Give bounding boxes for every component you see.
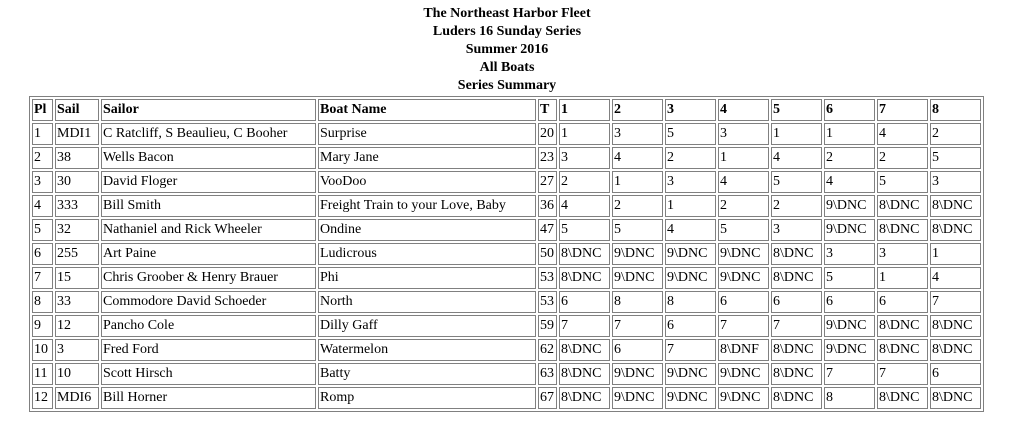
cell-race-4: 6 bbox=[718, 291, 769, 313]
col-header-race-1: 1 bbox=[559, 99, 610, 121]
cell-race-2: 6 bbox=[612, 339, 663, 361]
cell-race-3: 5 bbox=[665, 123, 716, 145]
cell-race-4: 8\DNF bbox=[718, 339, 769, 361]
cell-race-1: 8\DNC bbox=[559, 267, 610, 289]
cell-race-2: 9\DNC bbox=[612, 243, 663, 265]
cell-total: 50 bbox=[538, 243, 557, 265]
cell-race-5: 8\DNC bbox=[771, 387, 822, 409]
cell-place: 7 bbox=[32, 267, 53, 289]
cell-boat-name: Freight Train to your Love, Baby bbox=[318, 195, 536, 217]
cell-race-5: 8\DNC bbox=[771, 363, 822, 385]
cell-race-5: 3 bbox=[771, 219, 822, 241]
cell-boat-name: Surprise bbox=[318, 123, 536, 145]
cell-race-1: 5 bbox=[559, 219, 610, 241]
table-row bbox=[32, 339, 981, 361]
cell-race-4: 3 bbox=[718, 123, 769, 145]
cell-race-4: 9\DNC bbox=[718, 243, 769, 265]
cell-race-3: 7 bbox=[665, 339, 716, 361]
table-row bbox=[32, 363, 981, 385]
cell-sail: 3 bbox=[55, 339, 99, 361]
cell-race-3: 9\DNC bbox=[665, 267, 716, 289]
cell-total: 53 bbox=[538, 267, 557, 289]
cell-race-2: 2 bbox=[612, 195, 663, 217]
cell-race-5: 6 bbox=[771, 291, 822, 313]
cell-total: 20 bbox=[538, 123, 557, 145]
table-row bbox=[32, 387, 981, 409]
cell-race-4: 9\DNC bbox=[718, 363, 769, 385]
cell-race-8: 1 bbox=[930, 243, 981, 265]
cell-race-7: 8\DNC bbox=[877, 219, 928, 241]
cell-place: 11 bbox=[32, 363, 53, 385]
cell-race-8: 3 bbox=[930, 171, 981, 193]
cell-total: 59 bbox=[538, 315, 557, 337]
cell-race-6: 8 bbox=[824, 387, 875, 409]
cell-race-5: 8\DNC bbox=[771, 243, 822, 265]
cell-race-4: 4 bbox=[718, 171, 769, 193]
cell-race-1: 8\DNC bbox=[559, 339, 610, 361]
cell-sail: 32 bbox=[55, 219, 99, 241]
cell-race-3: 9\DNC bbox=[665, 363, 716, 385]
cell-sail: MDI1 bbox=[55, 123, 99, 145]
results-body bbox=[32, 123, 981, 409]
cell-race-7: 8\DNC bbox=[877, 195, 928, 217]
cell-sailor: Bill Smith bbox=[101, 195, 316, 217]
cell-sail: 15 bbox=[55, 267, 99, 289]
cell-race-7: 1 bbox=[877, 267, 928, 289]
season-title: Summer 2016 bbox=[465, 42, 549, 57]
cell-race-5: 8\DNC bbox=[771, 339, 822, 361]
table-row bbox=[32, 291, 981, 313]
cell-race-1: 7 bbox=[559, 315, 610, 337]
cell-race-1: 2 bbox=[559, 171, 610, 193]
cell-sailor: Wells Bacon bbox=[101, 147, 316, 169]
cell-race-8: 5 bbox=[930, 147, 981, 169]
cell-total: 53 bbox=[538, 291, 557, 313]
cell-race-4: 7 bbox=[718, 315, 769, 337]
cell-race-5: 7 bbox=[771, 315, 822, 337]
cell-race-4: 9\DNC bbox=[718, 267, 769, 289]
cell-race-7: 8\DNC bbox=[877, 339, 928, 361]
col-header-race-3: 3 bbox=[665, 99, 716, 121]
cell-race-2: 3 bbox=[612, 123, 663, 145]
cell-race-6: 6 bbox=[824, 291, 875, 313]
cell-race-1: 4 bbox=[559, 195, 610, 217]
cell-race-7: 4 bbox=[877, 123, 928, 145]
cell-sail: 333 bbox=[55, 195, 99, 217]
col-header-total: T bbox=[538, 99, 557, 121]
col-header-race-4: 4 bbox=[718, 99, 769, 121]
cell-race-7: 8\DNC bbox=[877, 387, 928, 409]
cell-total: 36 bbox=[538, 195, 557, 217]
cell-boat-name: Batty bbox=[318, 363, 536, 385]
cell-race-5: 2 bbox=[771, 195, 822, 217]
cell-total: 62 bbox=[538, 339, 557, 361]
cell-race-3: 2 bbox=[665, 147, 716, 169]
cell-race-4: 5 bbox=[718, 219, 769, 241]
header-row bbox=[32, 99, 981, 121]
cell-total: 23 bbox=[538, 147, 557, 169]
division-title: All Boats bbox=[479, 60, 535, 75]
cell-boat-name: Dilly Gaff bbox=[318, 315, 536, 337]
cell-race-1: 1 bbox=[559, 123, 610, 145]
col-header-boat-name: Boat Name bbox=[318, 99, 536, 121]
cell-race-1: 3 bbox=[559, 147, 610, 169]
cell-race-8: 2 bbox=[930, 123, 981, 145]
cell-sailor: Chris Groober & Henry Brauer bbox=[101, 267, 316, 289]
cell-place: 9 bbox=[32, 315, 53, 337]
cell-sailor: David Floger bbox=[101, 171, 316, 193]
cell-race-2: 9\DNC bbox=[612, 363, 663, 385]
cell-sail: 30 bbox=[55, 171, 99, 193]
cell-place: 8 bbox=[32, 291, 53, 313]
cell-sail: 12 bbox=[55, 315, 99, 337]
cell-race-2: 9\DNC bbox=[612, 267, 663, 289]
cell-sail: 255 bbox=[55, 243, 99, 265]
table-row bbox=[32, 315, 981, 337]
col-header-sail: Sail bbox=[55, 99, 99, 121]
cell-race-7: 2 bbox=[877, 147, 928, 169]
cell-race-8: 8\DNC bbox=[930, 219, 981, 241]
table-row bbox=[32, 123, 981, 145]
cell-place: 10 bbox=[32, 339, 53, 361]
cell-race-5: 8\DNC bbox=[771, 267, 822, 289]
cell-place: 1 bbox=[32, 123, 53, 145]
cell-race-3: 3 bbox=[665, 171, 716, 193]
col-header-race-6: 6 bbox=[824, 99, 875, 121]
cell-boat-name: Ludicrous bbox=[318, 243, 536, 265]
cell-race-1: 8\DNC bbox=[559, 363, 610, 385]
cell-race-6: 9\DNC bbox=[824, 195, 875, 217]
cell-race-4: 9\DNC bbox=[718, 387, 769, 409]
series-title: Luders 16 Sunday Series bbox=[432, 24, 582, 39]
cell-race-6: 5 bbox=[824, 267, 875, 289]
cell-total: 63 bbox=[538, 363, 557, 385]
col-header-race-5: 5 bbox=[771, 99, 822, 121]
cell-race-6: 3 bbox=[824, 243, 875, 265]
cell-race-2: 7 bbox=[612, 315, 663, 337]
cell-total: 27 bbox=[538, 171, 557, 193]
cell-boat-name: Phi bbox=[318, 267, 536, 289]
table-row bbox=[32, 219, 981, 241]
cell-race-6: 1 bbox=[824, 123, 875, 145]
cell-race-5: 4 bbox=[771, 147, 822, 169]
cell-sailor: Art Paine bbox=[101, 243, 316, 265]
cell-boat-name: North bbox=[318, 291, 536, 313]
cell-race-8: 8\DNC bbox=[930, 339, 981, 361]
cell-sailor: Scott Hirsch bbox=[101, 363, 316, 385]
cell-total: 67 bbox=[538, 387, 557, 409]
cell-boat-name: VooDoo bbox=[318, 171, 536, 193]
table-row bbox=[32, 267, 981, 289]
table-row bbox=[32, 195, 981, 217]
cell-place: 12 bbox=[32, 387, 53, 409]
col-header-race-8: 8 bbox=[930, 99, 981, 121]
cell-race-3: 6 bbox=[665, 315, 716, 337]
cell-race-2: 9\DNC bbox=[612, 387, 663, 409]
cell-race-8: 7 bbox=[930, 291, 981, 313]
cell-race-6: 9\DNC bbox=[824, 219, 875, 241]
cell-place: 3 bbox=[32, 171, 53, 193]
cell-race-8: 6 bbox=[930, 363, 981, 385]
cell-boat-name: Mary Jane bbox=[318, 147, 536, 169]
cell-race-7: 8\DNC bbox=[877, 315, 928, 337]
cell-race-3: 9\DNC bbox=[665, 243, 716, 265]
cell-boat-name: Romp bbox=[318, 387, 536, 409]
cell-place: 6 bbox=[32, 243, 53, 265]
cell-race-1: 8\DNC bbox=[559, 387, 610, 409]
cell-sail: 38 bbox=[55, 147, 99, 169]
col-header-place: Pl bbox=[32, 99, 53, 121]
cell-race-6: 2 bbox=[824, 147, 875, 169]
cell-place: 4 bbox=[32, 195, 53, 217]
table-row bbox=[32, 147, 981, 169]
cell-race-3: 1 bbox=[665, 195, 716, 217]
cell-race-1: 8\DNC bbox=[559, 243, 610, 265]
results-table bbox=[29, 96, 984, 412]
cell-race-4: 1 bbox=[718, 147, 769, 169]
cell-race-2: 8 bbox=[612, 291, 663, 313]
cell-place: 2 bbox=[32, 147, 53, 169]
cell-race-6: 4 bbox=[824, 171, 875, 193]
cell-race-2: 1 bbox=[612, 171, 663, 193]
cell-sailor: C Ratcliff, S Beaulieu, C Booher bbox=[101, 123, 316, 145]
cell-place: 5 bbox=[32, 219, 53, 241]
cell-race-6: 7 bbox=[824, 363, 875, 385]
summary-title: Series Summary bbox=[457, 78, 557, 93]
cell-race-1: 6 bbox=[559, 291, 610, 313]
cell-sail: 33 bbox=[55, 291, 99, 313]
col-header-sailor: Sailor bbox=[101, 99, 316, 121]
cell-race-7: 5 bbox=[877, 171, 928, 193]
cell-race-5: 1 bbox=[771, 123, 822, 145]
cell-race-7: 3 bbox=[877, 243, 928, 265]
cell-race-5: 5 bbox=[771, 171, 822, 193]
cell-race-7: 7 bbox=[877, 363, 928, 385]
cell-race-8: 8\DNC bbox=[930, 195, 981, 217]
cell-race-2: 4 bbox=[612, 147, 663, 169]
cell-sail: MDI6 bbox=[55, 387, 99, 409]
table-row bbox=[32, 243, 981, 265]
cell-race-8: 8\DNC bbox=[930, 387, 981, 409]
cell-race-8: 8\DNC bbox=[930, 315, 981, 337]
col-header-race-7: 7 bbox=[877, 99, 928, 121]
cell-boat-name: Ondine bbox=[318, 219, 536, 241]
table-row bbox=[32, 171, 981, 193]
cell-sailor: Bill Horner bbox=[101, 387, 316, 409]
cell-sailor: Pancho Cole bbox=[101, 315, 316, 337]
cell-race-7: 6 bbox=[877, 291, 928, 313]
cell-race-3: 4 bbox=[665, 219, 716, 241]
cell-race-4: 2 bbox=[718, 195, 769, 217]
cell-total: 47 bbox=[538, 219, 557, 241]
cell-race-3: 8 bbox=[665, 291, 716, 313]
cell-race-6: 9\DNC bbox=[824, 315, 875, 337]
cell-race-8: 4 bbox=[930, 267, 981, 289]
cell-race-2: 5 bbox=[612, 219, 663, 241]
cell-boat-name: Watermelon bbox=[318, 339, 536, 361]
cell-sail: 10 bbox=[55, 363, 99, 385]
cell-sailor: Commodore David Schoeder bbox=[101, 291, 316, 313]
series-header bbox=[0, 0, 1014, 95]
cell-race-3: 9\DNC bbox=[665, 387, 716, 409]
cell-sailor: Fred Ford bbox=[101, 339, 316, 361]
cell-race-6: 9\DNC bbox=[824, 339, 875, 361]
fleet-title: The Northeast Harbor Fleet bbox=[423, 6, 591, 21]
cell-sailor: Nathaniel and Rick Wheeler bbox=[101, 219, 316, 241]
col-header-race-2: 2 bbox=[612, 99, 663, 121]
